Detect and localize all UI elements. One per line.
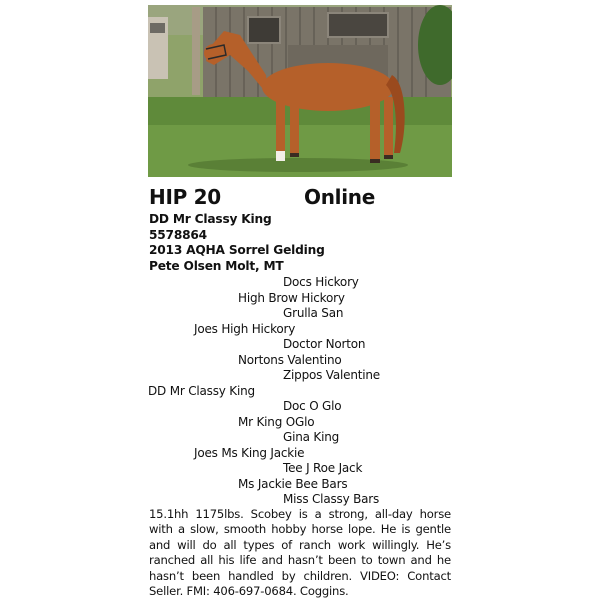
sale-type-label: Online xyxy=(304,185,375,209)
sale-listing-card xyxy=(148,5,452,597)
horse-name: DD Mr Classy King xyxy=(149,212,272,226)
pedigree-entry: Gina King xyxy=(283,430,340,444)
horse-photo xyxy=(148,5,452,177)
registration-number: 5578864 xyxy=(149,227,207,242)
pedigree-sire: Joes High Hickory xyxy=(194,321,296,336)
pedigree-dam: Joes Ms King Jackie xyxy=(194,445,305,460)
pedigree-entry: Nortons Valentino xyxy=(238,352,342,367)
horse-description: 15.1hh 1175lbs. Scobey is a strong, all-day horse with a slow, smooth hobby horse lope. He is gentle and will do all types of ranch work willingly. He’s ranched all his life and hasn’t been to town and he hasn’t been handled by children. VIDEO: Contact Seller. FMI: 406-697-0684. Coggins. xyxy=(149,507,451,599)
pedigree-entry: Tee J Roe Jack xyxy=(283,461,363,475)
horse-summary: 2013 AQHA Sorrel Gelding xyxy=(149,243,325,258)
pedigree-entry: Ms Jackie Bee Bars xyxy=(238,476,348,491)
pedigree-chart xyxy=(148,275,452,508)
pedigree-entry: Zippos Valentine xyxy=(283,368,380,382)
pedigree-entry: Miss Classy Bars xyxy=(283,492,380,506)
pedigree-entry: Docs Hickory xyxy=(283,275,359,289)
pedigree-entry: High Brow Hickory xyxy=(238,290,345,305)
consignor: Pete Olsen Molt, MT xyxy=(149,258,284,273)
horse-photo-illustration xyxy=(148,5,452,177)
pedigree-entry: Doc O Glo xyxy=(283,399,342,413)
horse-info xyxy=(149,212,449,274)
hip-number: HIP 20 xyxy=(149,185,221,209)
pedigree-entry: Mr King OGlo xyxy=(238,414,315,429)
pedigree-subject: DD Mr Classy King xyxy=(148,383,255,398)
hip-header xyxy=(149,185,449,209)
pedigree-entry: Grulla San xyxy=(283,306,344,320)
pedigree-entry: Doctor Norton xyxy=(283,337,366,351)
